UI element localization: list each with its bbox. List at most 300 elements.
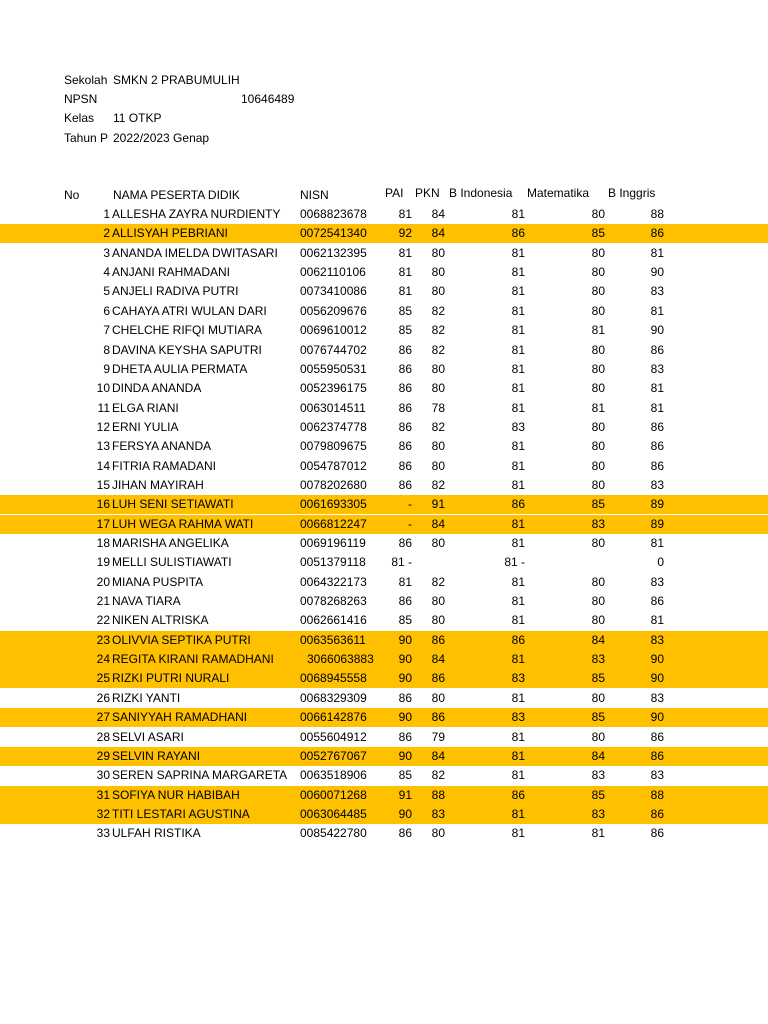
column-header-no: No <box>64 188 80 202</box>
grade-b-indonesia: 81 <box>511 806 525 821</box>
grade-pai: 85 <box>398 303 412 318</box>
student-nisn: 0085422780 <box>300 826 367 841</box>
row-number: 20 <box>96 574 110 589</box>
grade-b-inggris: 90 <box>650 671 664 686</box>
student-name: DHETA AULIA PERMATA <box>112 361 248 376</box>
grade-b-indonesia: 81 <box>511 729 525 744</box>
grade-pai: 90 <box>398 806 412 821</box>
student-name: SOFIYA NUR HABIBAH <box>112 787 240 802</box>
grade-b-inggris: 83 <box>650 768 664 783</box>
grade-b-inggris: 83 <box>650 284 664 299</box>
grade-b-indonesia: 81 <box>511 477 525 492</box>
grade-b-indonesia: 81 <box>511 768 525 783</box>
student-nisn: 0056209676 <box>300 303 367 318</box>
grade-matematika: 80 <box>591 574 605 589</box>
student-name: REGITA KIRANI RAMADHANI <box>112 652 274 666</box>
grade-b-inggris: 88 <box>650 207 664 221</box>
row-number: 14 <box>96 458 110 473</box>
student-nisn: 0051379118 <box>300 555 366 570</box>
grade-b-inggris: 89 <box>650 497 664 512</box>
grade-b-indonesia: 81 <box>511 207 525 221</box>
table-row <box>0 399 768 418</box>
grade-b-indonesia: 81 <box>511 439 525 454</box>
grade-pkn: 80 <box>431 439 445 454</box>
student-name: FITRIA RAMADANI <box>112 458 217 473</box>
table-row <box>0 728 768 747</box>
grade-pai: 81 - <box>391 555 412 570</box>
grade-matematika: 83 <box>591 768 605 783</box>
grade-pkn: 82 <box>431 768 445 783</box>
student-nisn: 0073410086 <box>300 284 367 299</box>
grade-b-inggris: 0 <box>657 555 664 570</box>
row-number: 17 <box>96 516 110 531</box>
grade-pkn: 80 <box>431 265 445 280</box>
row-number: 8 <box>103 342 110 357</box>
grade-b-indonesia: 81 <box>511 381 525 396</box>
table-row <box>0 689 768 708</box>
grade-pkn: 80 <box>431 690 445 705</box>
table-row <box>0 457 768 476</box>
grade-b-indonesia: 81 <box>511 458 525 473</box>
student-name: LUH WEGA RAHMA WATI <box>112 516 254 531</box>
row-number: 33 <box>96 826 110 841</box>
grade-b-inggris: 86 <box>650 419 664 434</box>
grade-matematika: 80 <box>591 690 605 705</box>
grade-matematika: 80 <box>591 361 605 376</box>
row-number: 1 <box>103 207 110 221</box>
grade-matematika: 80 <box>591 477 605 492</box>
grade-matematika: 84 <box>591 748 605 763</box>
grade-pai: 86 <box>398 536 412 550</box>
grade-pkn: 82 <box>431 342 445 357</box>
grade-b-indonesia: 81 <box>511 748 525 763</box>
row-number: 6 <box>103 303 110 318</box>
row-number: 7 <box>103 323 110 338</box>
row-number: 10 <box>96 381 110 396</box>
grade-b-inggris: 83 <box>650 574 664 589</box>
grade-pai: 86 <box>398 419 412 434</box>
table-row <box>0 611 768 630</box>
grade-matematika: 80 <box>591 381 605 396</box>
grade-pkn: 80 <box>431 594 445 608</box>
table-row <box>0 205 768 224</box>
grade-pkn: 80 <box>431 536 445 550</box>
row-number: 15 <box>96 477 110 492</box>
grade-b-inggris: 83 <box>650 477 664 492</box>
grade-matematika: 80 <box>591 342 605 357</box>
table-row <box>0 650 768 669</box>
table-row <box>0 708 768 727</box>
student-nisn: 0062132395 <box>300 245 367 260</box>
grade-pai: 90 <box>398 652 412 666</box>
grade-pkn: 82 <box>431 574 445 589</box>
student-nisn: 0062374778 <box>300 419 367 434</box>
row-number: 30 <box>96 768 110 783</box>
column-header-b-inggris: B Inggris <box>608 186 656 200</box>
grade-pkn: 83 <box>431 806 445 821</box>
student-name: RIZKI PUTRI NURALI <box>112 671 230 686</box>
student-nisn: 0078268263 <box>300 594 367 608</box>
student-nisn: 0078202680 <box>300 477 367 492</box>
grade-pkn: 86 <box>431 632 445 647</box>
student-nisn: 0069196119 <box>300 536 366 550</box>
grade-pai: 86 <box>398 361 412 376</box>
grade-matematika: 83 <box>591 806 605 821</box>
grade-pai: 86 <box>398 477 412 492</box>
grade-b-indonesia: 81 - <box>504 555 525 570</box>
table-row <box>0 786 768 805</box>
grade-pai: 86 <box>398 342 412 357</box>
grade-pai: 92 <box>398 226 412 241</box>
column-header-pkn: PKN <box>415 186 440 200</box>
row-number: 29 <box>96 748 110 763</box>
table-row <box>0 824 768 843</box>
row-number: 13 <box>96 439 110 454</box>
student-nisn: 0068823678 <box>300 207 367 221</box>
grade-b-inggris: 86 <box>650 729 664 744</box>
grade-b-inggris: 90 <box>650 265 664 280</box>
grade-b-indonesia: 83 <box>511 671 525 686</box>
grade-pai: - <box>408 516 412 531</box>
student-nisn: 0063064485 <box>300 806 367 821</box>
table-row <box>0 476 768 495</box>
grade-pai: 90 <box>398 748 412 763</box>
grade-b-inggris: 90 <box>650 323 664 338</box>
grade-pkn: 80 <box>431 381 445 396</box>
row-number: 2 <box>103 226 110 241</box>
column-header-pai: PAI <box>385 186 404 200</box>
grade-b-inggris: 81 <box>650 381 664 396</box>
grade-b-indonesia: 86 <box>511 632 525 647</box>
tahun-value: 2022/2023 Genap <box>113 131 210 145</box>
row-number: 12 <box>96 419 110 434</box>
grade-matematika: 80 <box>591 419 605 434</box>
column-header-b-indonesia: B Indonesia <box>449 186 513 200</box>
student-nisn: 0066812247 <box>300 516 367 531</box>
grade-pkn: 80 <box>431 613 445 628</box>
student-nisn: 0061693305 <box>300 497 367 512</box>
student-nisn: 0054787012 <box>300 458 367 473</box>
student-name: FERSYA ANANDA <box>112 439 212 454</box>
table-row <box>0 669 768 688</box>
grade-pai: 86 <box>398 690 412 705</box>
table-row <box>0 805 768 824</box>
tahun-label: Tahun P <box>64 131 109 145</box>
grade-pai: 86 <box>398 381 412 396</box>
grade-matematika: 80 <box>591 245 605 260</box>
grade-b-indonesia: 81 <box>511 652 525 666</box>
grade-matematika: 80 <box>591 265 605 280</box>
row-number: 27 <box>96 710 110 725</box>
row-number: 23 <box>96 632 110 647</box>
row-number: 16 <box>96 497 110 512</box>
table-row <box>0 302 768 321</box>
row-number: 5 <box>103 284 110 299</box>
student-name: SELVIN RAYANI <box>112 748 201 763</box>
table-row <box>0 321 768 340</box>
grade-pai: 81 <box>398 265 412 280</box>
student-nisn: 0063563611 <box>300 632 366 647</box>
student-name: LUH SENI SETIAWATI <box>112 497 234 512</box>
student-name: MELLI SULISTIAWATI <box>112 555 232 570</box>
student-nisn: 0068329309 <box>300 690 367 705</box>
grade-pkn: 79 <box>431 729 445 744</box>
grade-b-indonesia: 81 <box>511 265 525 280</box>
grade-b-indonesia: 81 <box>511 245 525 260</box>
row-number: 21 <box>96 594 110 608</box>
student-name: CHELCHE RIFQI MUTIARA <box>112 323 263 338</box>
table-row <box>0 631 768 650</box>
grade-b-indonesia: 81 <box>511 303 525 318</box>
npsn-value: 10646489 <box>241 92 295 106</box>
student-nisn: 3066063883 <box>307 652 374 666</box>
row-number: 4 <box>103 265 110 280</box>
grade-b-inggris: 86 <box>650 439 664 454</box>
student-nisn: 0052767067 <box>300 748 367 763</box>
grade-pkn: 84 <box>431 516 445 531</box>
grade-b-inggris: 86 <box>650 826 664 841</box>
grade-pkn: 91 <box>431 497 445 512</box>
column-header-matematika: Matematika <box>527 186 590 200</box>
student-name: CAHAYA ATRI WULAN DARI <box>112 303 267 318</box>
grade-pkn: 80 <box>431 826 445 841</box>
grade-matematika: 80 <box>591 594 605 608</box>
grade-b-indonesia: 83 <box>511 710 525 725</box>
grade-b-indonesia: 81 <box>511 323 525 338</box>
grade-b-indonesia: 81 <box>511 690 525 705</box>
student-name: JIHAN MAYIRAH <box>112 477 204 492</box>
student-nisn: 0063014511 <box>300 400 366 415</box>
grade-matematika: 81 <box>591 826 605 841</box>
table-row <box>0 282 768 301</box>
grade-pkn: 88 <box>431 787 445 802</box>
table-row <box>0 263 768 282</box>
row-number: 22 <box>96 613 110 628</box>
student-nisn: 0068945558 <box>300 671 367 686</box>
student-nisn: 0062661416 <box>300 613 367 628</box>
table-row <box>0 418 768 437</box>
student-nisn: 0072541340 <box>300 226 367 241</box>
grade-pkn: 82 <box>431 303 445 318</box>
table-row <box>0 437 768 456</box>
student-name: TITI LESTARI AGUSTINA <box>112 806 250 821</box>
student-name: SANIYYAH RAMADHANI <box>112 710 248 725</box>
student-name: MARISHA ANGELIKA <box>112 536 229 550</box>
table-row <box>0 592 768 611</box>
table-row <box>0 515 768 534</box>
grade-matematika: 85 <box>591 497 605 512</box>
grade-pai: 85 <box>398 323 412 338</box>
grade-b-indonesia: 86 <box>511 497 525 512</box>
grade-b-inggris: 90 <box>650 710 664 725</box>
row-number: 19 <box>96 555 110 570</box>
grade-pai: 86 <box>398 826 412 841</box>
grade-b-inggris: 86 <box>650 226 664 241</box>
grade-b-indonesia: 81 <box>511 536 525 550</box>
grade-b-inggris: 86 <box>650 748 664 763</box>
student-name: ERNI YULIA <box>112 419 179 434</box>
student-nisn: 0064322173 <box>300 574 367 589</box>
grade-pai: 86 <box>398 439 412 454</box>
grade-matematika: 80 <box>591 439 605 454</box>
grade-pkn: 80 <box>431 245 445 260</box>
row-number: 26 <box>96 690 110 705</box>
table-row <box>0 341 768 360</box>
grade-b-indonesia: 81 <box>511 594 525 608</box>
table-row <box>0 534 768 553</box>
grade-b-indonesia: 81 <box>511 284 525 299</box>
grade-b-indonesia: 81 <box>511 613 525 628</box>
table-row <box>0 244 768 263</box>
sekolah-label: Sekolah <box>64 73 108 87</box>
table-row <box>0 553 768 572</box>
column-header-name: NAMA PESERTA DIDIK <box>113 188 240 202</box>
grade-b-indonesia: 83 <box>511 419 525 434</box>
grade-matematika: 83 <box>591 516 605 531</box>
grade-pai: 85 <box>398 613 412 628</box>
grade-pai: 90 <box>398 710 412 725</box>
table-row <box>0 747 768 766</box>
student-name: ANJELI RADIVA PUTRI <box>112 284 239 299</box>
student-nisn: 0079809675 <box>300 439 367 454</box>
grade-matematika: 80 <box>591 729 605 744</box>
grade-b-indonesia: 81 <box>511 361 525 376</box>
grade-matematika: 81 <box>591 400 605 415</box>
table-row <box>0 573 768 592</box>
grade-matematika: 81 <box>591 323 605 338</box>
student-name: SELVI ASARI <box>112 729 184 744</box>
grade-b-inggris: 88 <box>650 787 664 802</box>
student-nisn: 0052396175 <box>300 381 367 396</box>
grade-matematika: 85 <box>591 671 605 686</box>
grade-matematika: 85 <box>591 787 605 802</box>
grade-pai: - <box>408 497 412 512</box>
grade-b-indonesia: 81 <box>511 400 525 415</box>
grade-matematika: 80 <box>591 458 605 473</box>
student-name: ALLISYAH PEBRIANI <box>112 226 228 241</box>
student-name: DAVINA KEYSHA SAPUTRI <box>112 342 262 357</box>
row-number: 32 <box>96 806 110 821</box>
grade-b-indonesia: 81 <box>511 826 525 841</box>
student-name: OLIVVIA SEPTIKA PUTRI <box>112 632 251 647</box>
grade-pkn: 80 <box>431 284 445 299</box>
student-name: DINDA ANANDA <box>112 381 202 396</box>
student-name: MIANA PUSPITA <box>112 574 204 589</box>
student-name: NAVA TIARA <box>112 594 181 608</box>
grade-b-inggris: 86 <box>650 594 664 608</box>
grade-pai: 85 <box>398 768 412 783</box>
grade-b-inggris: 81 <box>650 536 664 550</box>
grade-b-inggris: 81 <box>650 303 664 318</box>
grade-matematika: 80 <box>591 207 605 221</box>
table-row <box>0 495 768 514</box>
grade-pai: 86 <box>398 594 412 608</box>
grade-matematika: 80 <box>591 303 605 318</box>
grade-matematika: 80 <box>591 536 605 550</box>
grade-b-indonesia: 81 <box>511 574 525 589</box>
sekolah-value: SMKN 2 PRABUMULIH <box>113 73 240 87</box>
npsn-label: NPSN <box>64 92 98 106</box>
row-number: 18 <box>96 536 110 550</box>
grade-pai: 81 <box>398 245 412 260</box>
grade-b-inggris: 83 <box>650 361 664 376</box>
row-number: 25 <box>96 671 110 686</box>
row-number: 31 <box>96 787 110 802</box>
row-number: 28 <box>96 729 110 744</box>
table-row <box>0 224 768 243</box>
grade-pkn: 82 <box>431 323 445 338</box>
kelas-label: Kelas <box>64 111 95 125</box>
student-nisn: 0060071268 <box>300 787 367 802</box>
grade-b-inggris: 81 <box>650 613 664 628</box>
grade-pai: 81 <box>398 207 412 221</box>
student-name: ELGA RIANI <box>112 400 179 415</box>
row-number: 11 <box>97 400 110 415</box>
grade-pkn: 84 <box>431 226 445 241</box>
grade-b-inggris: 86 <box>650 806 664 821</box>
row-number: 24 <box>96 652 110 666</box>
grade-b-inggris: 83 <box>650 632 664 647</box>
grade-b-inggris: 86 <box>650 342 664 357</box>
grade-pkn: 80 <box>431 458 445 473</box>
grade-matematika: 85 <box>591 226 605 241</box>
grade-b-inggris: 90 <box>650 652 664 666</box>
student-name: RIZKI YANTI <box>112 690 181 705</box>
grade-matematika: 85 <box>591 710 605 725</box>
grade-b-inggris: 83 <box>650 690 664 705</box>
student-name: ALLESHA ZAYRA NURDIENTY <box>112 207 281 221</box>
column-header-nisn: NISN <box>300 188 329 202</box>
student-nisn: 0076744702 <box>300 342 367 357</box>
grade-pkn: 82 <box>431 419 445 434</box>
grade-pai: 81 <box>398 284 412 299</box>
student-nisn: 0055604912 <box>300 729 367 744</box>
grade-b-inggris: 89 <box>650 516 664 531</box>
student-name: ANJANI RAHMADANI <box>112 265 231 280</box>
grade-pkn: 82 <box>431 477 445 492</box>
grade-matematika: 84 <box>591 632 605 647</box>
student-nisn: 0062110106 <box>300 265 366 280</box>
table-row <box>0 766 768 785</box>
grade-pai: 86 <box>398 458 412 473</box>
grade-pai: 86 <box>398 729 412 744</box>
grade-pkn: 78 <box>431 400 445 415</box>
grade-pai: 90 <box>398 632 412 647</box>
grade-pai: 90 <box>398 671 412 686</box>
student-name: ANANDA IMELDA DWITASARI <box>112 245 278 260</box>
grade-pkn: 86 <box>431 710 445 725</box>
student-nisn: 0063518906 <box>300 768 367 783</box>
grade-pkn: 84 <box>431 748 445 763</box>
student-name: SEREN SAPRINA MARGARETA <box>112 768 288 783</box>
grade-matematika: 80 <box>591 284 605 299</box>
grade-pai: 86 <box>398 400 412 415</box>
student-name: ULFAH RISTIKA <box>112 826 201 841</box>
grade-b-indonesia: 86 <box>511 787 525 802</box>
grade-pkn: 80 <box>431 361 445 376</box>
row-number: 9 <box>103 361 110 376</box>
grade-pai: 81 <box>398 574 412 589</box>
table-row <box>0 379 768 398</box>
grade-matematika: 83 <box>591 652 605 666</box>
student-name: NIKEN ALTRISKA <box>112 613 209 628</box>
student-nisn: 0055950531 <box>300 361 367 376</box>
kelas-value: 11 OTKP <box>113 111 162 125</box>
student-nisn: 0066142876 <box>300 710 367 725</box>
grade-b-inggris: 81 <box>650 245 664 260</box>
grade-pai: 91 <box>398 787 412 802</box>
student-nisn: 0069610012 <box>300 323 367 338</box>
